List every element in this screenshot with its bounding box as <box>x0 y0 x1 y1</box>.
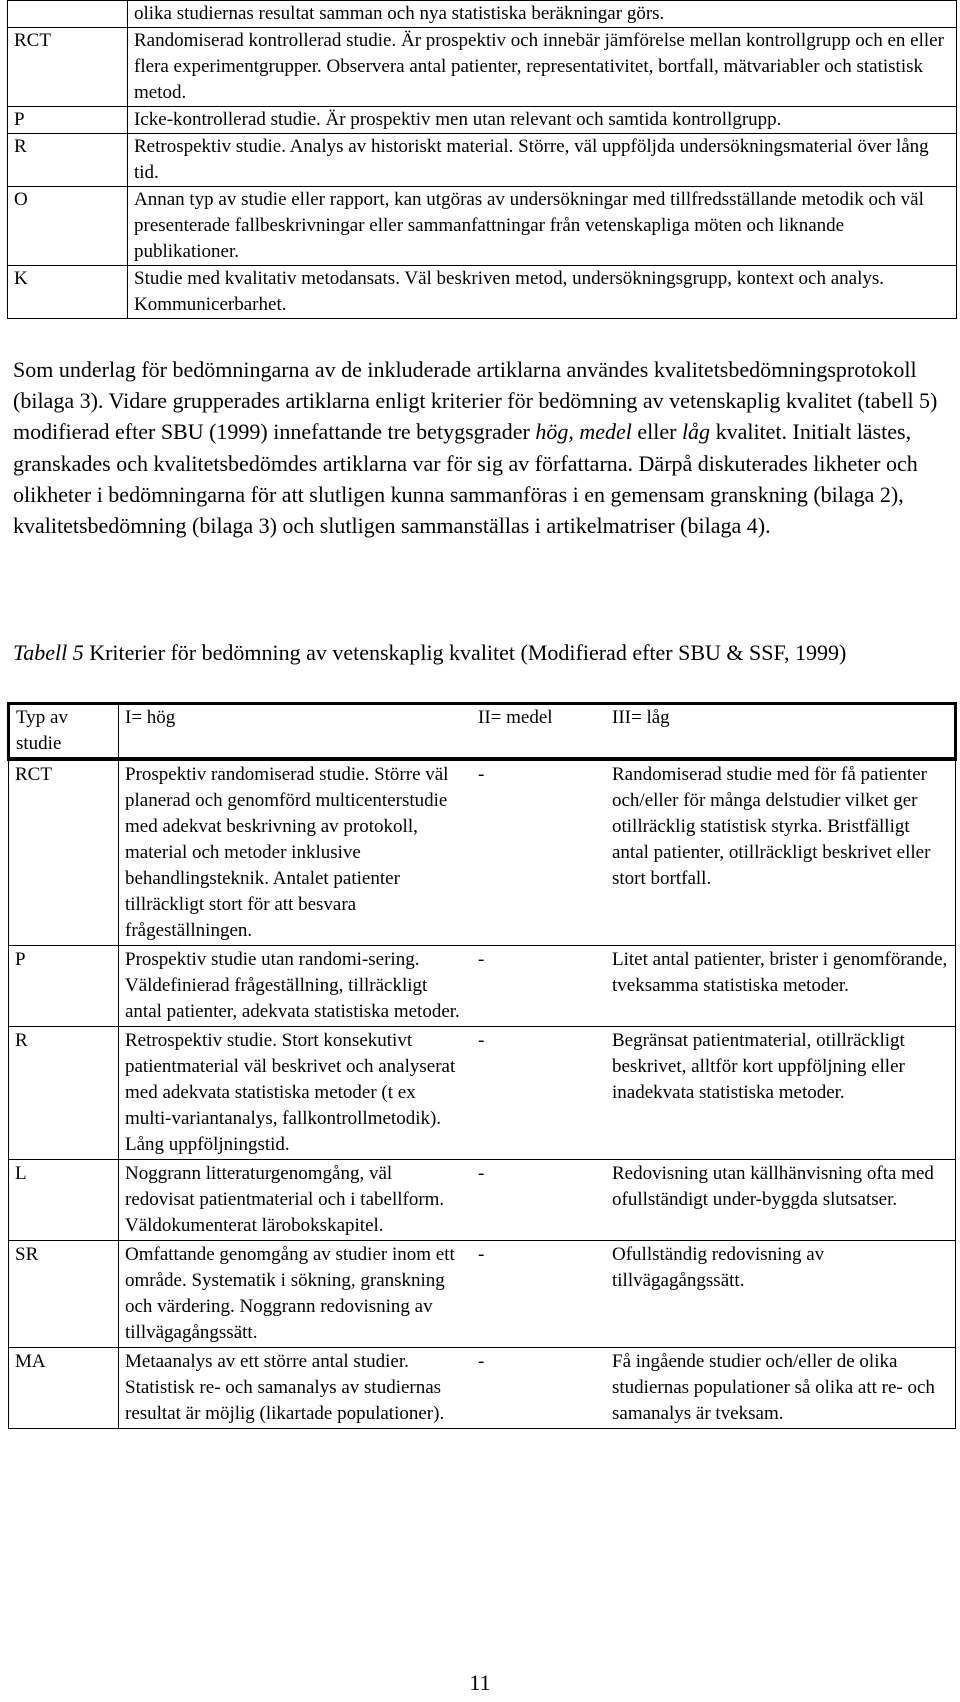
table-row <box>8 107 957 134</box>
criteria-table <box>7 702 957 1429</box>
table-caption <box>13 637 948 668</box>
cell-type: P <box>9 946 119 1027</box>
cell-low: Redovisning utan källhänvisning ofta med ofullständigt under-byggda slutsatser. <box>606 1160 956 1241</box>
study-description: Icke-kontrollerad studie. Är prospektiv men utan relevant och samtida kontrollgrupp. <box>128 107 957 134</box>
table-row <box>9 1348 956 1429</box>
study-code: P <box>8 107 128 134</box>
cell-medium: - <box>472 1348 606 1429</box>
study-code: O <box>8 187 128 266</box>
paragraph-text: eller <box>631 419 682 445</box>
header-medium: II= medel <box>472 704 606 760</box>
page-number: 11 <box>469 1670 491 1695</box>
cell-medium: - <box>472 946 606 1027</box>
cell-low: Få ingående studier och/eller de olika studiernas populationer så olika att re- och samanalys är tveksam. <box>606 1348 956 1429</box>
table-row <box>9 1027 956 1160</box>
cell-type: L <box>9 1160 119 1241</box>
table-row <box>9 1160 956 1241</box>
table-row <box>9 1241 956 1348</box>
body-paragraph <box>13 354 948 541</box>
cell-type: SR <box>9 1241 119 1348</box>
study-code: K <box>8 266 128 319</box>
paragraph-italic: låg <box>681 419 711 445</box>
cell-type: MA <box>9 1348 119 1429</box>
cell-high: Retrospektiv studie. Stort konsekutivt patientmaterial väl beskrivet och analyserat med adekvata statistiska metoder (t ex multi-variantanalys, fallkontrollmetodik). Lång uppföljningstid. <box>119 1027 473 1160</box>
cell-low: Litet antal patienter, brister i genomförande, tveksamma statistiska metoder. <box>606 946 956 1027</box>
cell-medium: - <box>472 759 606 946</box>
table-header-row <box>9 704 956 760</box>
study-description: Retrospektiv studie. Analys av historiskt material. Större, väl uppföljda undersökningsmaterial över lång tid. <box>128 134 957 187</box>
cell-type: RCT <box>9 759 119 946</box>
cell-low: Ofullständig redovisning av tillvägagångssätt. <box>606 1241 956 1348</box>
paragraph-italic: hög, medel <box>535 419 632 445</box>
cell-type: R <box>9 1027 119 1160</box>
caption-text: Kriterier för bedömning av vetenskaplig kvalitet (Modifierad efter SBU & SSF, 1999) <box>83 640 847 665</box>
table-row <box>8 187 957 266</box>
study-type-table <box>7 0 957 319</box>
table-row <box>8 134 957 187</box>
study-code: RCT <box>8 28 128 107</box>
cell-medium: - <box>472 1160 606 1241</box>
cell-high: Prospektiv randomiserad studie. Större väl planerad och genomförd multicenterstudie med adekvat beskrivning av protokoll, material och metoder inklusive behandlingsteknik. Antalet patienter tillräckligt stort för att besvara frågeställningen. <box>119 759 473 946</box>
cell-low: Randomiserad studie med för få patienter och/eller för många delstudier vilket ger otillräcklig statistisk styrka. Bristfälligt antal patienter, otillräckligt beskrivet eller stort bortfall. <box>606 759 956 946</box>
paragraph-text: kvalitet. Initialt lästes, granskades och kvalitetsbedömdes artiklarna var för sig av författarna. Därpå diskuterades likheter och olikheter i bedömningarna för att slutligen kunna sammanföras i en gemensam granskning (bilaga 2), kvalitetsbedömning (bilaga 3) och slutligen sammanställas i artikelmatriser (bilaga 4). <box>13 419 918 539</box>
table-row <box>8 1 957 28</box>
table-row <box>8 266 957 319</box>
cell-high: Noggrann litteraturgenomgång, väl redovisat patientmaterial och i tabellform. Väldokumenterat lärobokskapitel. <box>119 1160 473 1241</box>
cell-medium: - <box>472 1027 606 1160</box>
table-row <box>8 28 957 107</box>
cell-high: Prospektiv studie utan randomi-sering. Väldefinierad frågeställning, tillräckligt antal patienter, adekvata statistiska metoder. <box>119 946 473 1027</box>
cell-high: Metaanalys av ett större antal studier. Statistisk re- och samanalys av studiernas resultat är möjlig (likartade populationer). <box>119 1348 473 1429</box>
header-high: I= hög <box>119 704 473 760</box>
cell-medium: - <box>472 1241 606 1348</box>
study-description: Annan typ av studie eller rapport, kan utgöras av undersökningar med tillfredsställande metodik och väl presenterade fallbeskrivningar eller sammanfattningar från vetenskapliga möten och liknande publikationer. <box>128 187 957 266</box>
study-description: olika studiernas resultat samman och nya statistiska beräkningar görs. <box>128 1 957 28</box>
paragraph-text: Som underlag för bedömningarna av de inkluderade artiklarna användes kvalitetsbedömningsprotokoll (bilaga 3). Vidare grupperades artiklarna enligt kriterier för bedömning av vetenskaplig kvalitet (tabell 5) modifierad efter SBU (1999) innefattande tre betygsgrader <box>13 357 938 445</box>
study-code: R <box>8 134 128 187</box>
header-low: III= låg <box>606 704 956 760</box>
study-code <box>8 1 128 28</box>
header-type: Typ av studie <box>9 704 119 760</box>
cell-high: Omfattande genomgång av studier inom ett område. Systematik i sökning, granskning och värdering. Noggrann redovisning av tillvägagångssätt. <box>119 1241 473 1348</box>
table-row <box>9 946 956 1027</box>
study-description: Randomiserad kontrollerad studie. Är prospektiv och innebär jämförelse mellan kontrollgrupp och en eller flera experimentgrupper. Observera antal patienter, representativitet, bortfall, mätvariabler och statistisk metod. <box>128 28 957 107</box>
cell-low: Begränsat patientmaterial, otillräckligt beskrivet, alltför kort uppföljning eller inadekvata statistiska metoder. <box>606 1027 956 1160</box>
caption-label: Tabell 5 <box>13 640 84 665</box>
study-description: Studie med kvalitativ metodansats. Väl beskriven metod, undersökningsgrupp, kontext och analys. Kommunicerbarhet. <box>128 266 957 319</box>
table-row <box>9 759 956 946</box>
